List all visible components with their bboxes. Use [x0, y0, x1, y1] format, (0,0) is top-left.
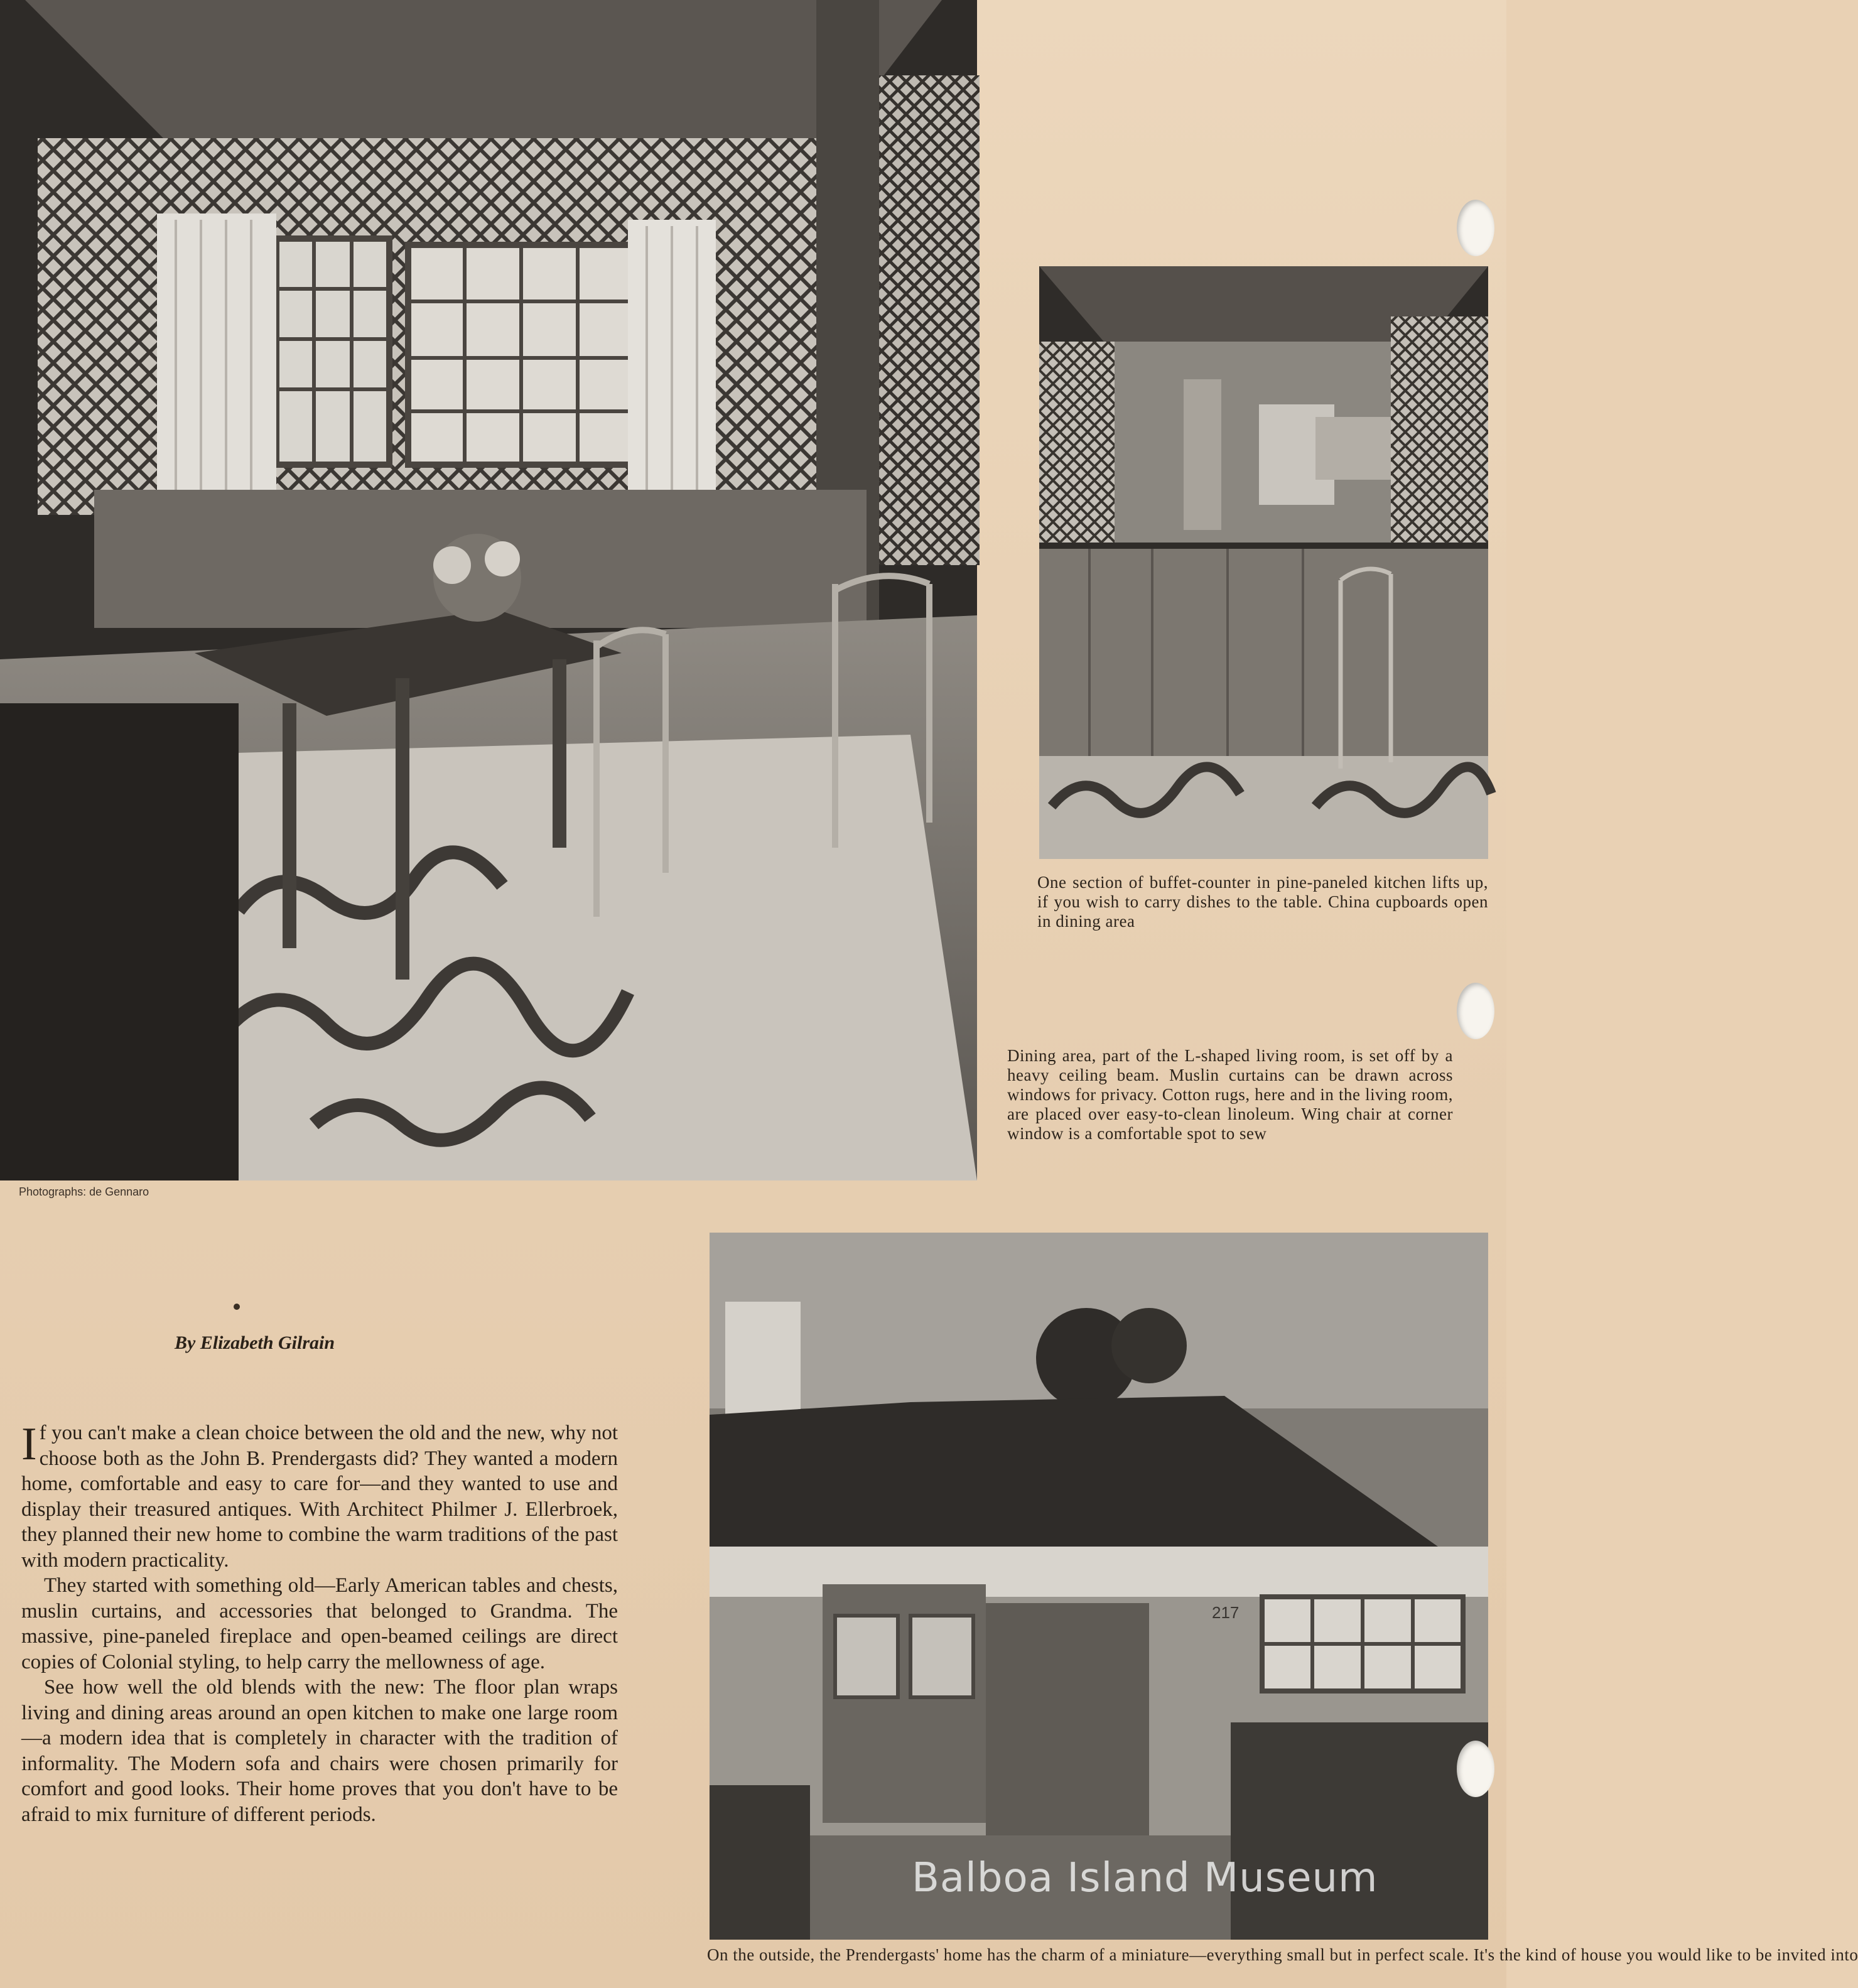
punch-hole-middle	[1457, 983, 1494, 1039]
dining-caption: Dining area, part of the L-shaped living room, is set off by a heavy ceiling beam. Muslin curtains can be drawn across windows for privacy. Cotton rugs, here and in the living room, are placed over easy-to-clean linoleum. Wing chair at corner window is a comfortable spot to sew	[1007, 1046, 1453, 1143]
ornament-dot	[234, 1304, 240, 1310]
drop-cap: I	[21, 1418, 37, 1470]
house-exterior-photo	[710, 1233, 1488, 1940]
article-body	[21, 1420, 618, 1827]
kitchen-caption: One section of buffet-counter in pine-paneled kitchen lifts up, if you wish to carry dishes to the table. China cupboards open in dining area	[1037, 873, 1488, 931]
paragraph-1-text: f you can't make a clean choice between the old and the new, why not choose both as the John B. Prendergasts did? They wanted a modern home, comfortable and easy to care for—and they wanted to use and display their treasured antiques. With Architect Philmer J. Ellerbroek, they planned their new home to combine the warm traditions of the past with modern practicality.	[21, 1422, 618, 1572]
watermark: Balboa Island Museum	[912, 1855, 1378, 1901]
article-paragraph-2: They started with something old—Early American tables and chests, muslin curtains, and accessories that belonged to Grandma. The massive, pine-paneled fireplace and open-beamed ceilings are direct copies of Colonial styling, to help carry the mellowness of age.	[21, 1574, 618, 1673]
house-caption: On the outside, the Prendergasts' home has the charm of a miniature—everything small but in perfect scale. It's the kind of house you would like to be invited into	[707, 1945, 1858, 1964]
house-number: 217	[1212, 1603, 1240, 1622]
dining-area-photo	[0, 0, 977, 1180]
article-paragraph-3: See how well the old blends with the new: The floor plan wraps living and dining areas around an open kitchen to make one large room—a modern idea that is completely in character with the tradition of informality. The Modern sofa and chairs were chosen primarily for comfort and good looks. Their home proves that you don't have to be afraid to mix furniture of different periods.	[21, 1676, 618, 1826]
kitchen-photo	[1039, 266, 1488, 859]
byline: By Elizabeth Gilrain	[175, 1332, 335, 1353]
punch-hole-bottom	[1457, 1741, 1494, 1797]
punch-hole-top	[1457, 200, 1494, 256]
article-paragraph-1	[21, 1420, 618, 1573]
photo-credit: Photographs: de Gennaro	[19, 1186, 149, 1198]
